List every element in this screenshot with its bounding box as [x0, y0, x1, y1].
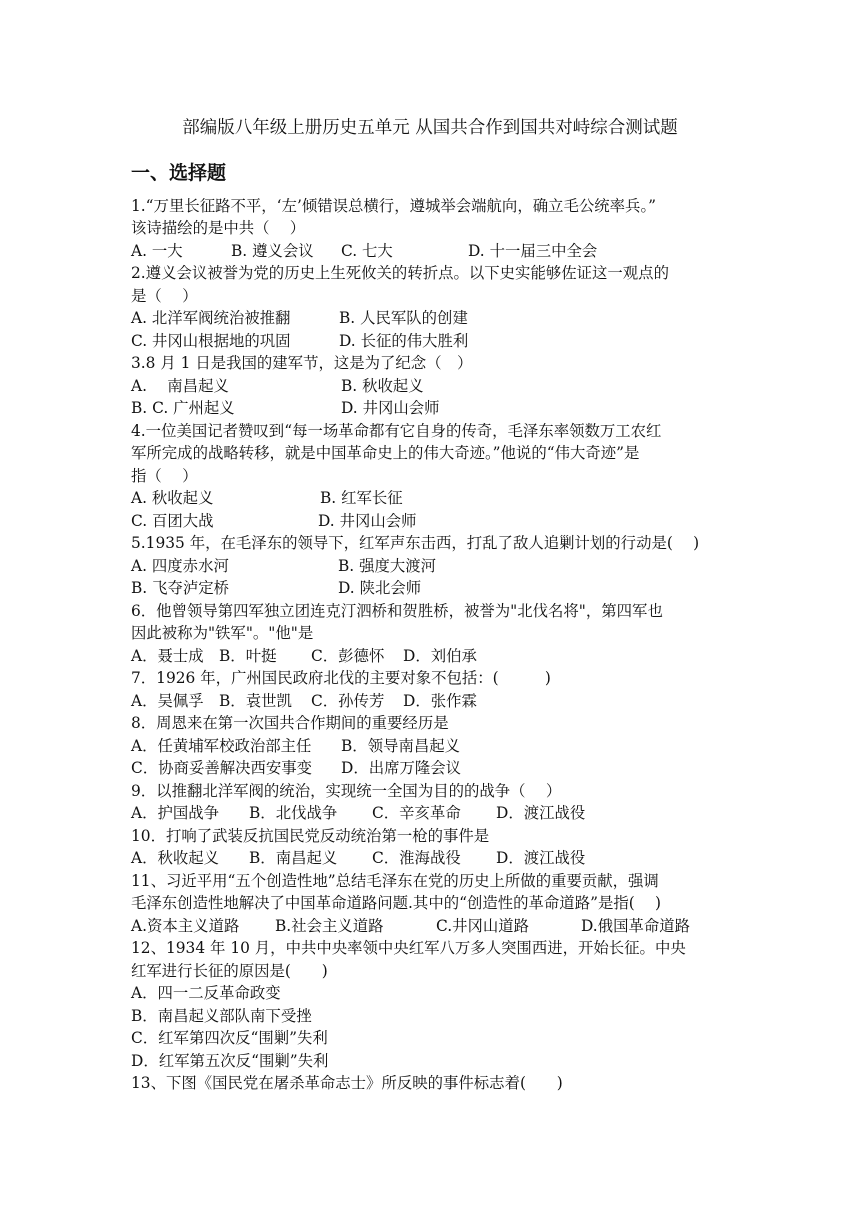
option-a: A. 南昌起义	[131, 377, 229, 395]
question-3-line-1: 3.8 月 1 日是我国的建军节，这是为了纪念（ ）	[131, 354, 473, 372]
question-12-option-a: A．四一二反革命政变	[131, 984, 281, 1002]
question-1-line-1: 1.“万里长征路不平，‘左’倾错误总横行，遵城举会端航向，确立毛公统率兵。”	[131, 197, 657, 215]
option-d: D. 长征的伟大胜利	[339, 332, 469, 350]
option-a: A. 北洋军阀统治被推翻	[131, 309, 291, 327]
question-4-line-1: 4.一位美国记者赞叹到“每一场革命都有它自身的传奇，毛泽东率领数万工农红	[131, 422, 662, 440]
option-c: C．淮海战役	[372, 849, 461, 867]
option-d: D. 陕北会师	[338, 579, 422, 597]
option-c: C.井冈山道路	[436, 917, 530, 935]
question-13-line-1: 13、下图《国民党在屠杀革命志士》所反映的事件标志着( )	[131, 1074, 563, 1092]
option-a: A. 一大	[131, 242, 183, 260]
option-c: C. 百团大战	[131, 512, 214, 530]
question-8-line-1: 8．周恩来在第一次国共合作期间的重要经历是	[131, 714, 449, 732]
question-11-line-1: 11、习近平用“五个创造性地”总结毛泽东在党的历史上所做的重要贡献，强调	[131, 872, 659, 890]
option-a: A．聂士成	[131, 647, 204, 665]
document-title: 部编版八年级上册历史五单元 从国共合作到国共对峙综合测试题	[182, 118, 678, 138]
option-b: B. 红军长征	[320, 489, 403, 507]
question-2-line-1: 2.遵义会议被誉为党的历史上生死攸关的转折点。以下史实能够佐证这一观点的	[131, 264, 669, 282]
option-b: B. 强度大渡河	[338, 557, 437, 575]
option-d: D．出席万隆会议	[341, 759, 462, 777]
question-5-line-1: 5.1935 年，在毛泽东的领导下，红军声东击西，打乱了敌人追剿计划的行动是( )	[131, 534, 700, 552]
question-12-option-b: B．南昌起义部队南下受挫	[131, 1007, 312, 1025]
question-12-option-d: D．红军第五次反“围剿”失利	[131, 1052, 329, 1070]
question-4-line-2: 军所完成的战略转移，就是中国革命史上的伟大奇迹。”他说的“伟大奇迹”是	[131, 444, 640, 462]
option-d: D．渡江战役	[496, 804, 586, 822]
option-d: D．渡江战役	[496, 849, 586, 867]
question-12-line-2: 红军进行长征的原因是( )	[131, 962, 328, 980]
option-c: B. C. 广州起义	[131, 399, 235, 417]
option-d: D．刘伯承	[403, 647, 477, 665]
question-6-line-1: 6．他曾领导第四军独立团连克汀泗桥和贺胜桥，被誉为"北伐名将"，第四军也	[131, 602, 663, 620]
option-b: B．北伐战争	[249, 804, 338, 822]
option-c: C. 井冈山根据地的巩固	[131, 332, 291, 350]
option-c: C．孙传芳	[311, 692, 385, 710]
option-a: A．吴佩孚	[131, 692, 204, 710]
question-9-line-1: 9．以推翻北洋军阀的统治，实现统一全国为目的的战争（ ）	[131, 782, 562, 800]
option-b: B. 秋收起义	[341, 377, 424, 395]
question-7-line-1: 7．1926 年，广州国民政府北伐的主要对象不包括：( )	[131, 669, 551, 687]
question-10-line-1: 10．打响了武装反抗国民党反动统治第一枪的事件是	[131, 827, 490, 845]
option-b: B．袁世凯	[219, 692, 292, 710]
option-a: A. 四度赤水河	[131, 557, 229, 575]
option-a: A．任黄埔军校政治部主任	[131, 737, 312, 755]
option-d: D．张作霖	[403, 692, 477, 710]
option-c: B. 飞夺泸定桥	[131, 579, 230, 597]
option-a: A．秋收起义	[131, 849, 220, 867]
option-c: C．协商妥善解决西安事变	[131, 759, 313, 777]
option-b: B．南昌起义	[249, 849, 338, 867]
question-12-line-1: 12、1934 年 10 月，中共中央率领中央红军八万多人突围西进，开始长征。中央	[131, 939, 686, 957]
option-b: B．叶挺	[219, 647, 277, 665]
question-11-line-2: 毛泽东创造性地解决了中国革命道路问题.其中的“创造性的革命道路”是指( )	[131, 894, 662, 912]
option-d: D. 十一届三中全会	[468, 242, 598, 260]
option-a: A．护国战争	[131, 804, 220, 822]
option-a: A. 秋收起义	[131, 489, 214, 507]
option-b: B.社会主义道路	[275, 917, 384, 935]
question-12-option-c: C．红军第四次反“围剿”失利	[131, 1029, 328, 1047]
option-d: D. 井冈山会师	[318, 512, 417, 530]
option-a: A.资本主义道路	[131, 917, 240, 935]
option-b: B. 人民军队的创建	[339, 309, 468, 327]
option-c: C．辛亥革命	[372, 804, 461, 822]
question-6-line-2: 因此被称为"铁军"。"他"是	[131, 624, 314, 642]
question-4-line-3: 指（ ）	[131, 467, 198, 485]
question-2-line-2: 是（ ）	[131, 287, 198, 305]
option-b: B. 遵义会议	[231, 242, 314, 260]
option-b: B．领导南昌起义	[341, 737, 461, 755]
option-d: D.俄国革命道路	[581, 917, 691, 935]
section-heading: 一、选择题	[131, 162, 227, 184]
option-d: D. 井冈山会师	[341, 399, 440, 417]
question-1-line-2: 该诗描绘的是中共（ ）	[131, 219, 306, 237]
option-c: C. 七大	[341, 242, 393, 260]
option-c: C．彭德怀	[311, 647, 385, 665]
